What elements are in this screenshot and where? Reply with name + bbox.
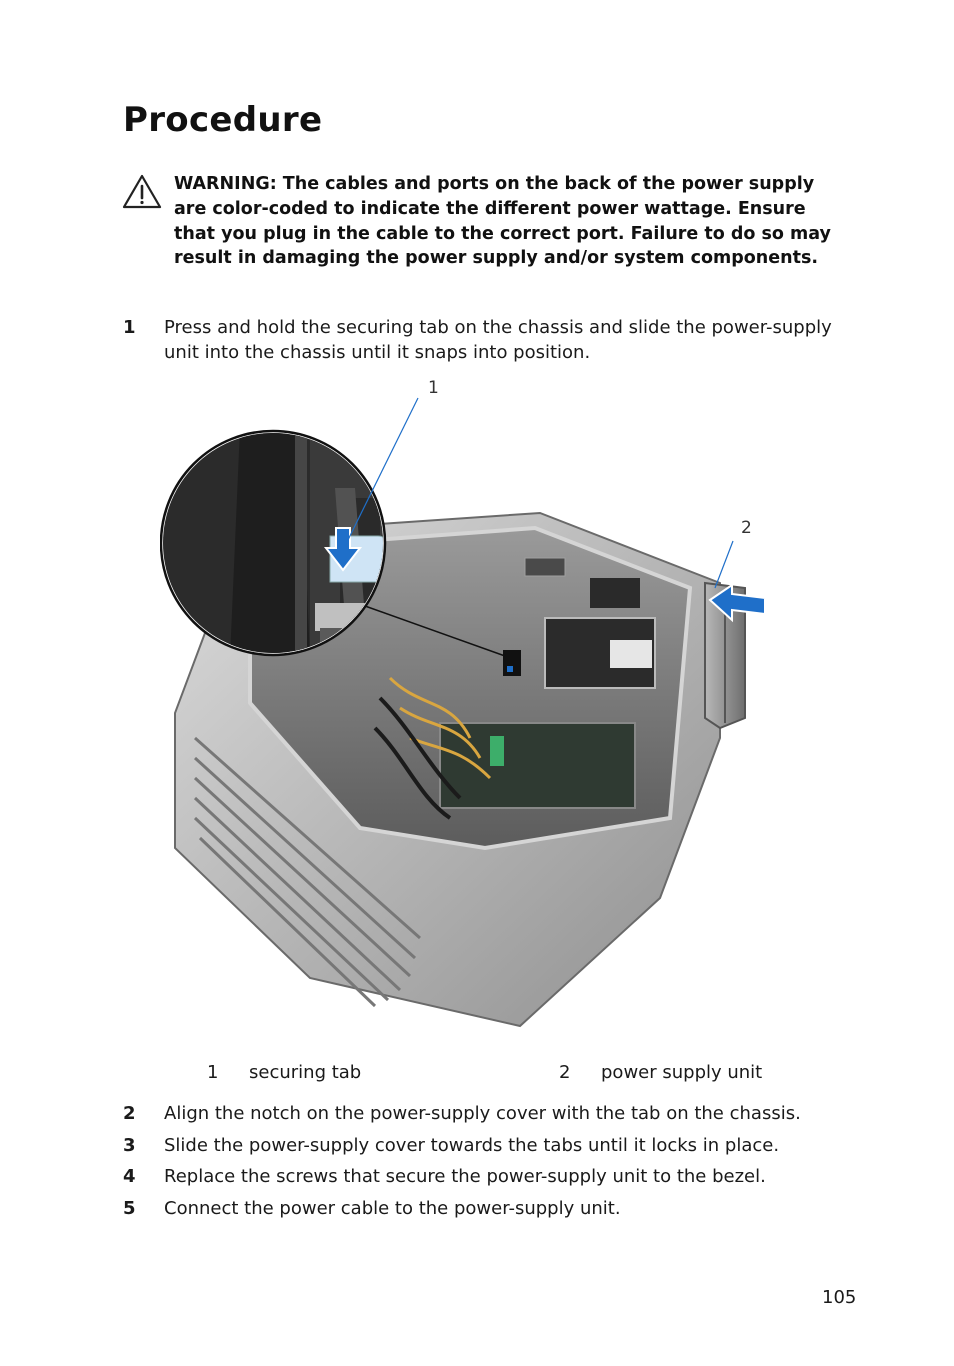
- legend-label-1: securing tab: [249, 1062, 362, 1083]
- step-number: 2: [123, 1103, 136, 1124]
- chassis-drawing: [160, 378, 800, 1038]
- step-text: Replace the screws that secure the power-supply unit to the bezel.: [164, 1166, 766, 1187]
- legend-label-2: power supply unit: [601, 1062, 763, 1083]
- page-number: 105: [822, 1287, 857, 1308]
- step-text: Slide the power-supply cover towards the tabs until it locks in place.: [164, 1135, 780, 1156]
- step-text: Press and hold the securing tab on the chassis and slide the power-supply unit into the chassis until it snaps into position.: [164, 317, 832, 363]
- step-text: Align the notch on the power-supply cover with the tab on the chassis.: [164, 1103, 801, 1124]
- legend-number-2: 2: [559, 1062, 571, 1083]
- chassis-illustration: [160, 378, 800, 1038]
- callout-1-label: 1: [428, 378, 439, 398]
- step-number: 1: [123, 317, 136, 338]
- page-title: Procedure: [123, 100, 323, 140]
- warning-text: WARNING: The cables and ports on the back of the power supply are color-coded to indicate the different power wattage. Ensure that you plug in the cable to the correct port. Failure to do so may result in damaging the power supply and/or system components.: [174, 174, 831, 269]
- step-number: 3: [123, 1135, 136, 1156]
- step-text: Connect the power cable to the power-supply unit.: [164, 1198, 621, 1219]
- callout-2-label: 2: [741, 518, 752, 538]
- step-number: 5: [123, 1198, 136, 1219]
- step-number: 4: [123, 1166, 136, 1187]
- legend-number-1: 1: [207, 1062, 219, 1083]
- warning-triangle-icon: [122, 174, 162, 210]
